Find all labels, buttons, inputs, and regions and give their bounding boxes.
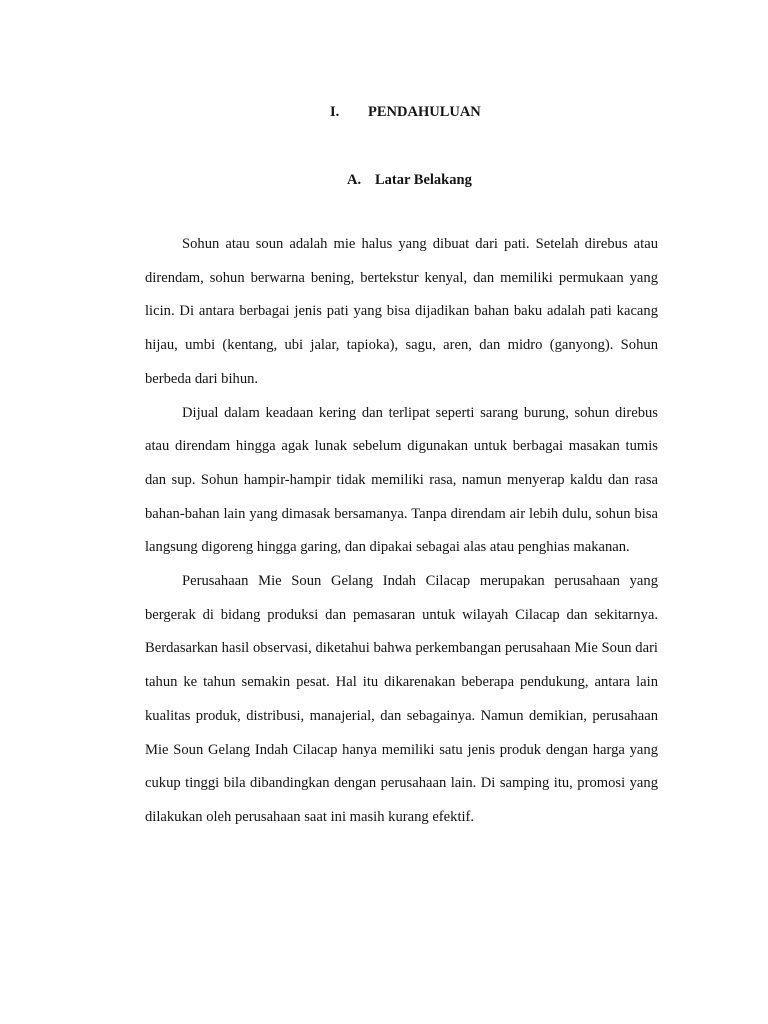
section-heading [347, 170, 472, 190]
paragraph-1: Sohun atau soun adalah mie halus yang dibuat dari pati. Setelah direbus atau direndam, sohun berwarna bening, bertekstur kenyal, dan memiliki permukaan yang licin. Di antara berbagai jenis pati yang bisa dijadikan bahan baku adalah pati kacang hijau, umbi (kentang, ubi jalar, tapioka), sagu, aren, dan midro (ganyong). Sohun berbeda dari bihun. [145, 236, 658, 387]
section-title: Latar Belakang [375, 172, 472, 188]
paragraph-2: Dijual dalam keadaan kering dan terlipat seperti sarang burung, sohun direbus atau direndam hingga agak lunak sebelum digunakan untuk berbagai masakan tumis dan sup. Sohun hampir-hampir tidak memiliki rasa, namun menyerap kaldu dan rasa bahan-bahan lain yang dimasak bersamanya. Tanpa direndam air lebih dulu, sohun bisa langsung digoreng hingga garing, dan dipakai sebagai alas atau penghias makanan. [145, 404, 658, 556]
paragraph-3: Perusahaan Mie Soun Gelang Indah Cilacap merupakan perusahaan yang bergerak di bidang produksi dan pemasaran untuk wilayah Cilacap dan sekitarnya. Berdasarkan hasil observasi, diketahui bahwa perkembangan perusahaan Mie Soun dari tahun ke tahun semakin pesat. Hal itu dikarenakan beberapa pendukung, antara lain kualitas produk, distribusi, manajerial, dan sebagainya. Namun demikian, perusahaan Mie Soun Gelang Indah Cilacap hanya memiliki satu jenis produk dengan harga yang cukup tinggi bila dibandingkan dengan perusahaan lain. Di samping itu, promosi yang dilakukan oleh perusahaan saat ini masih kurang efektif. [145, 573, 658, 825]
chapter-heading [330, 102, 481, 122]
body-text [145, 228, 658, 835]
chapter-title: PENDAHULUAN [368, 104, 481, 120]
chapter-number: I. [330, 104, 340, 120]
section-letter: A. [347, 172, 362, 188]
